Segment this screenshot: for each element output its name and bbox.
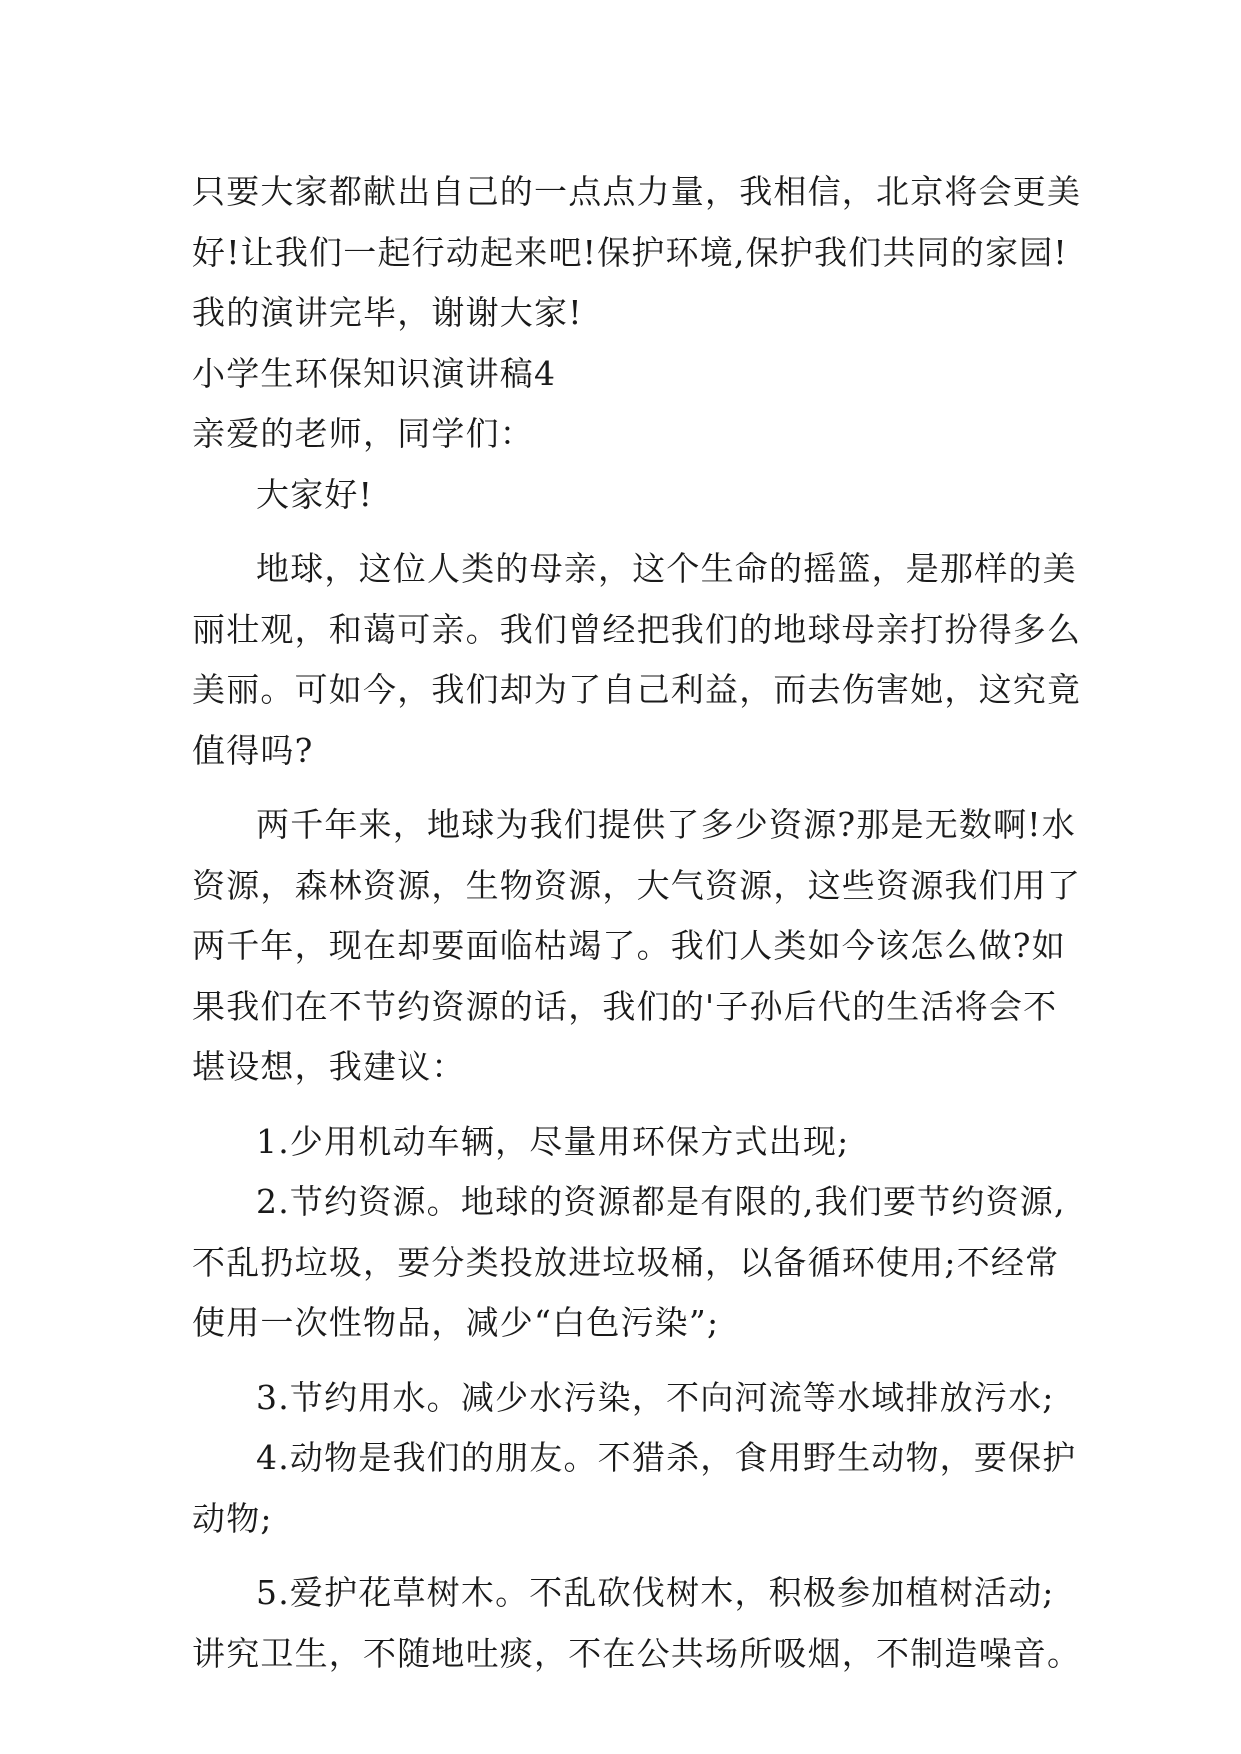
text-line: 讲究卫生，不随地吐痰，不在公共场所吸烟，不制造噪音。 (192, 1633, 1082, 1673)
document-body (192, 162, 1082, 1684)
text-line: 两千年来，地球为我们提供了多少资源?那是无数啊!水 (256, 805, 1076, 844)
section-heading: 小学生环保知识演讲稿4 (192, 353, 557, 393)
list-item: 2.节约资源。地球的资源都是有限的,我们要节约资源, (256, 1182, 1066, 1221)
text-line: 我的演讲完毕，谢谢大家! (192, 293, 583, 332)
text-line: 美丽。可如今，我们却为了自己利益，而去伤害她，这究竟 (192, 670, 1082, 709)
greeting: 大家好! (256, 474, 374, 514)
text-line: 好!让我们一起行动起来吧!保护环境,保护我们共同的家园! (192, 232, 1068, 272)
text-line: 值得吗? (192, 730, 314, 770)
text-line: 资源，森林资源，生物资源，大气资源，这些资源我们用了 (192, 865, 1082, 905)
text-line: 丽壮观，和蔼可亲。我们曾经把我们的地球母亲打扮得多么 (192, 609, 1082, 649)
salutation: 亲爱的老师，同学们： (192, 414, 534, 453)
text-line: 只要大家都献出自己的一点点力量，我相信，北京将会更美 (192, 172, 1082, 211)
text-line: 果我们在不节约资源的话，我们的'子孙后代的生活将会不 (192, 986, 1058, 1026)
list-item: 3.节约用水。减少水污染，不向河流等水域排放污水; (256, 1377, 1055, 1417)
text-line: 两千年，现在却要面临枯竭了。我们人类如今该怎么做?如 (192, 926, 1066, 965)
list-item: 1.少用机动车辆，尽量用环保方式出现; (256, 1121, 850, 1161)
text-line: 使用一次性物品，减少“白色污染”; (192, 1303, 720, 1342)
text-line: 堪设想，我建议： (192, 1047, 466, 1086)
text-line: 地球，这位人类的母亲，这个生命的摇篮，是那样的美 (256, 549, 1077, 588)
text-line: 动物; (192, 1498, 273, 1538)
list-item: 5.爱护花草树木。不乱砍伐树木，积极参加植树活动; (256, 1573, 1055, 1612)
text-line: 不乱扔垃圾，要分类投放进垃圾桶，以备循环使用;不经常 (192, 1242, 1060, 1282)
list-item: 4.动物是我们的朋友。不猎杀，食用野生动物，要保护 (256, 1438, 1077, 1477)
